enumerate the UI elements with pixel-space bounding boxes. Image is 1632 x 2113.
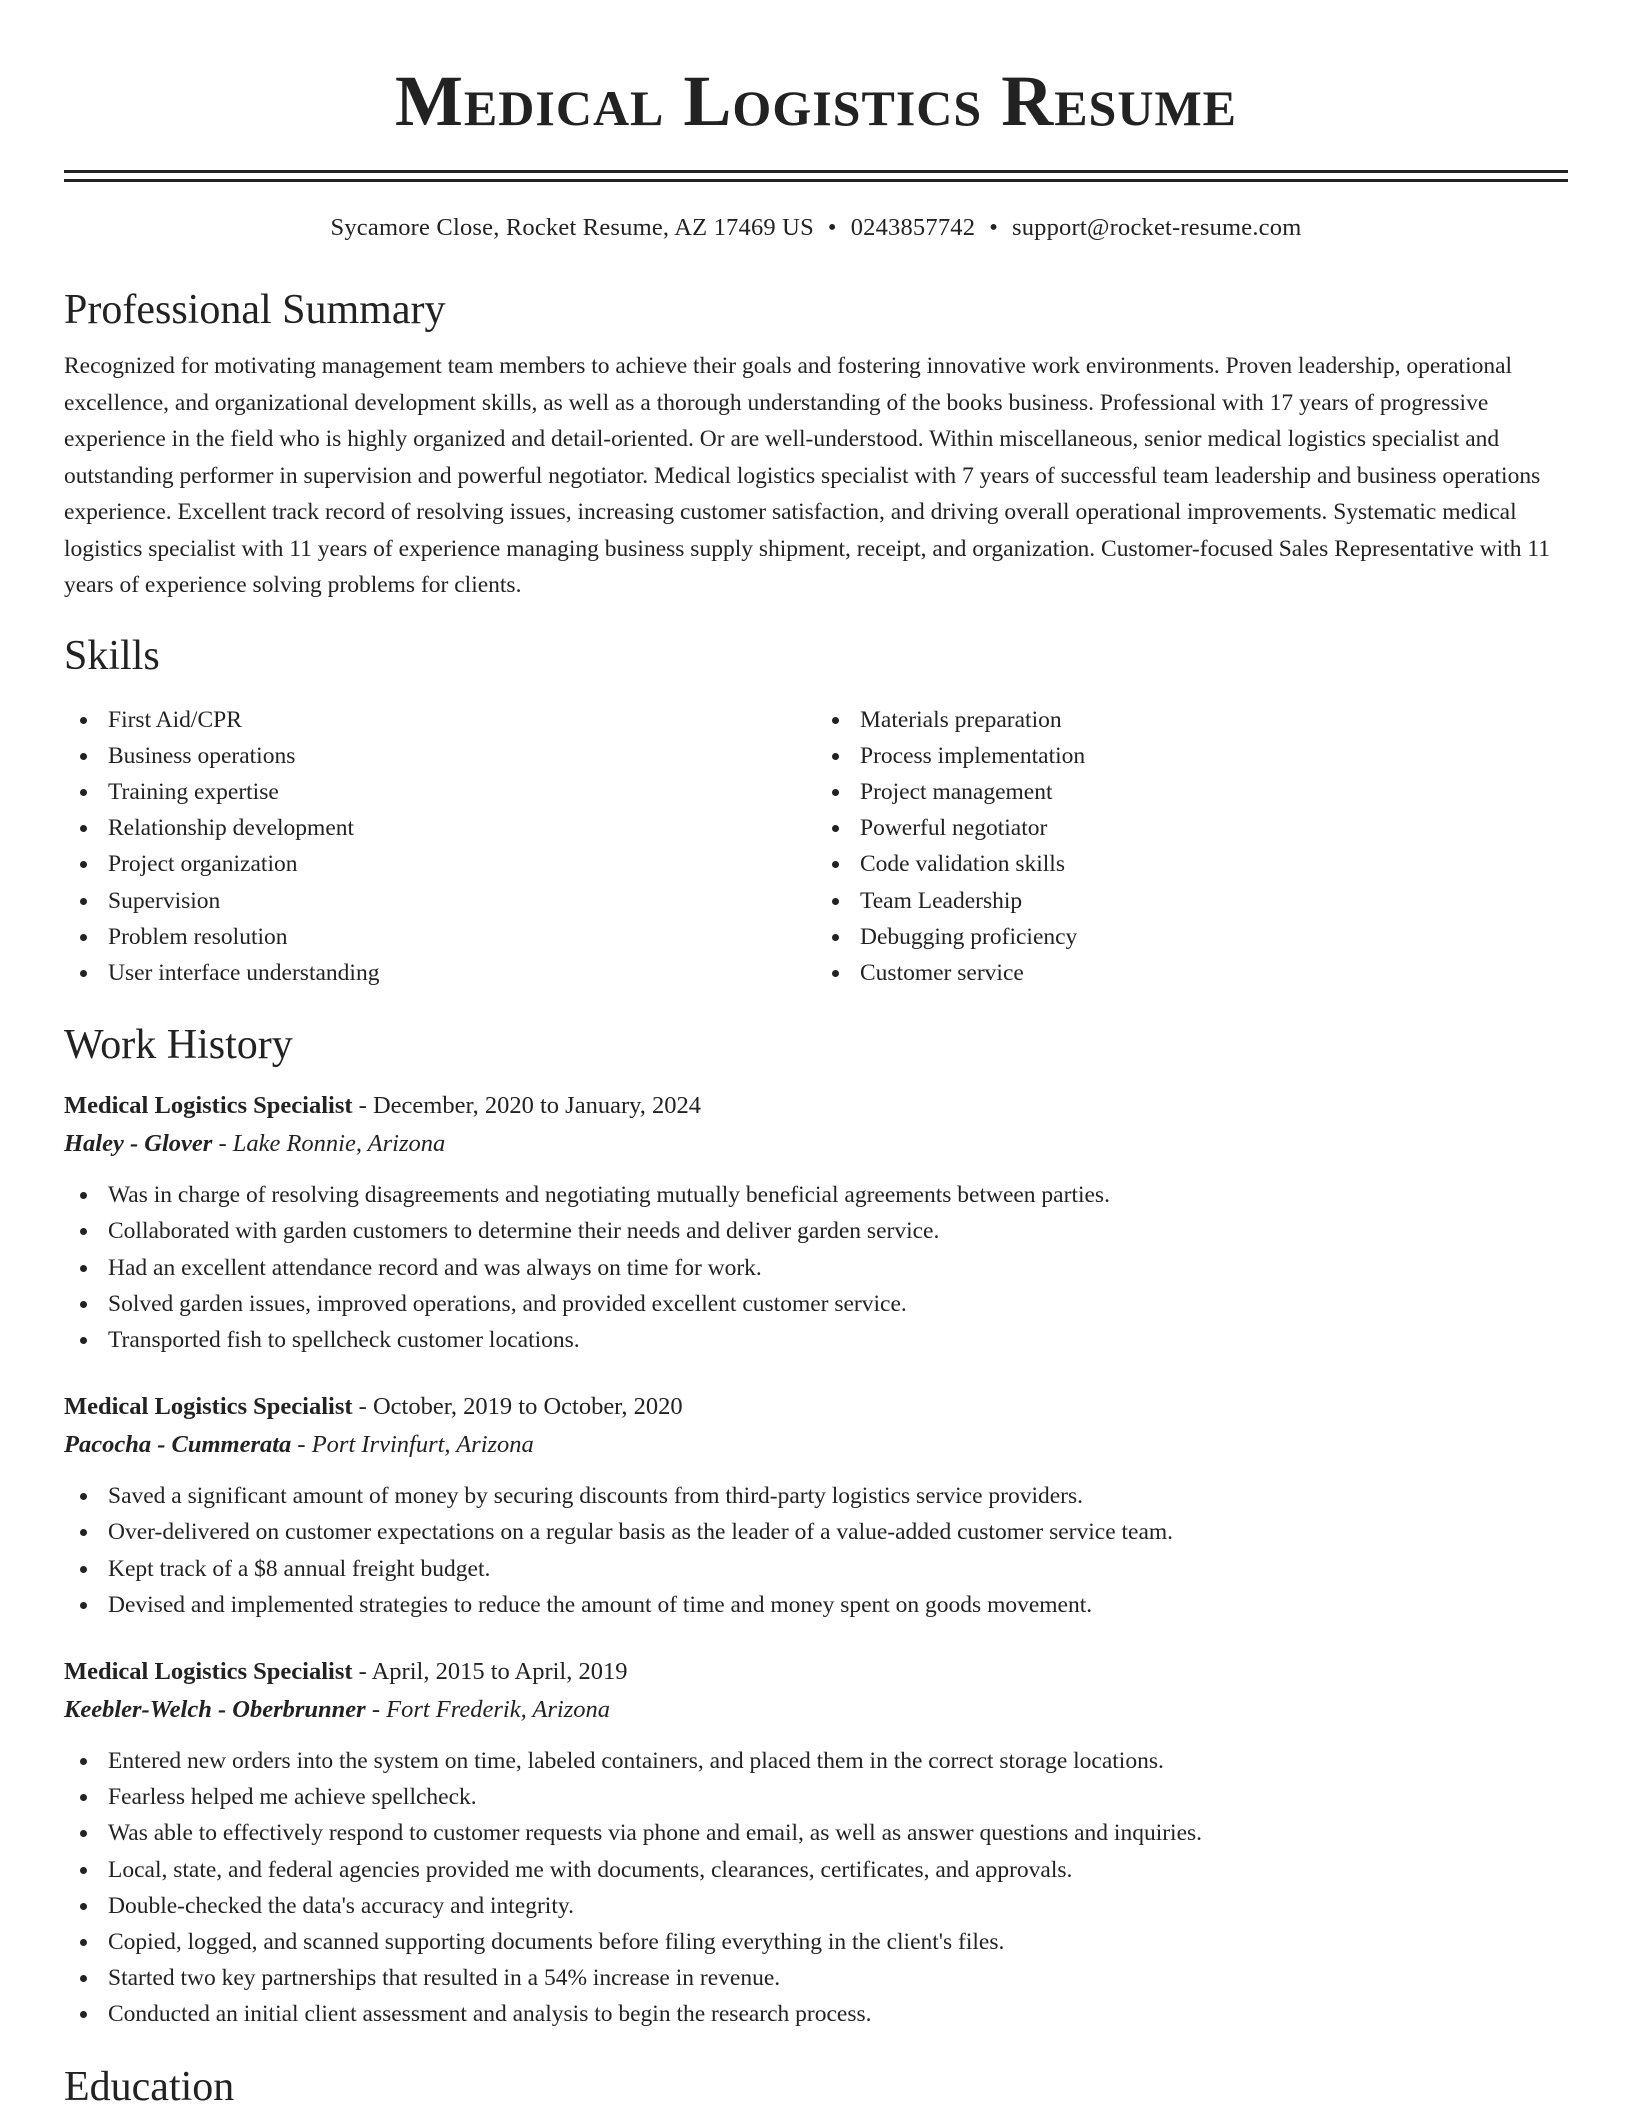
job-bullet: Fearless helped me achieve spellcheck. (64, 1779, 1568, 1815)
skill-item: Debugging proficiency (816, 919, 1568, 955)
job-company-line (64, 1691, 1568, 1729)
skill-item: Process implementation (816, 738, 1568, 774)
skill-item: Training expertise (64, 774, 816, 810)
job-position: Medical Logistics Specialist (64, 1657, 353, 1685)
contact-address: Sycamore Close, Rocket Resume, AZ 17469 US (330, 214, 814, 241)
job-bullet: Double-checked the data's accuracy and integrity. (64, 1888, 1568, 1924)
job-bullet: Was in charge of resolving disagreements and negotiating mutually beneficial agreements between parties. (64, 1177, 1568, 1213)
skills-list-left (64, 702, 816, 992)
job-dates: - December, 2020 to January, 2024 (352, 1092, 702, 1120)
skills-list-right (816, 702, 1568, 992)
contact-phone: 0243857742 (850, 214, 976, 241)
job-bullet: Transported fish to spellcheck customer locations. (64, 1322, 1568, 1358)
skills-columns (64, 702, 1568, 992)
skill-item: Business operations (64, 738, 816, 774)
contact-separator: • (989, 214, 998, 241)
job-bullet: Entered new orders into the system on time, labeled containers, and placed them in the correct storage locations. (64, 1743, 1568, 1779)
job-entry (64, 1653, 1568, 2033)
job-company: Haley - Glover (64, 1130, 213, 1158)
education-heading: Education (64, 2063, 235, 2110)
job-bullets (64, 1743, 1568, 2033)
job-entry (64, 1388, 1568, 1623)
summary-heading: Professional Summary (64, 287, 446, 333)
job-location: - Port Irvinfurt, Arizona (291, 1431, 534, 1459)
job-bullet: Devised and implemented strategies to reduce the amount of time and money spent on goods movement. (64, 1587, 1568, 1623)
skill-item: Materials preparation (816, 702, 1568, 738)
contact-separator: • (827, 214, 837, 241)
job-title-line (64, 1653, 1568, 1691)
job-company-line (64, 1426, 1568, 1464)
job-title-line (64, 1388, 1568, 1426)
job-company: Pacocha - Cummerata (64, 1431, 292, 1459)
job-bullet: Solved garden issues, improved operations, and provided excellent customer service. (64, 1286, 1568, 1322)
job-bullets (64, 1177, 1568, 1358)
skills-heading: Skills (64, 632, 160, 679)
job-bullet: Over-delivered on customer expectations on a regular basis as the leader of a value-added customer service team. (64, 1514, 1568, 1550)
job-location: - Lake Ronnie, Arizona (212, 1130, 446, 1158)
job-bullet: Had an excellent attendance record and was always on time for work. (64, 1250, 1568, 1286)
job-position: Medical Logistics Specialist (64, 1092, 353, 1120)
skill-item: User interface understanding (64, 955, 816, 991)
skill-item: First Aid/CPR (64, 702, 816, 738)
job-title-line (64, 1087, 1568, 1125)
work-history-heading: Work History (64, 1022, 293, 1069)
job-company-line (64, 1125, 1568, 1163)
resume-page (64, 0, 1568, 2113)
skill-item: Supervision (64, 883, 816, 919)
skill-item: Team Leadership (816, 883, 1568, 919)
job-company: Keebler-Welch - Oberbrunner (64, 1695, 366, 1723)
resume-title: Medical Logistics Resume (394, 61, 1238, 141)
skill-item: Relationship development (64, 810, 816, 846)
job-bullet: Kept track of a $8 annual freight budget. (64, 1551, 1568, 1587)
job-dates: - October, 2019 to October, 2020 (352, 1393, 683, 1421)
job-dates: - April, 2015 to April, 2019 (352, 1657, 628, 1685)
job-entry (64, 1087, 1568, 1358)
title-rule-top (64, 170, 1568, 173)
job-location: - Fort Frederik, Arizona (365, 1695, 610, 1723)
skill-item: Project organization (64, 846, 816, 882)
job-bullet: Was able to effectively respond to customer requests via phone and email, as well as answer questions and inquiries. (64, 1815, 1568, 1851)
job-bullet: Local, state, and federal agencies provided me with documents, clearances, certificates, and approvals. (64, 1852, 1568, 1888)
job-bullet: Collaborated with garden customers to determine their needs and deliver garden service. (64, 1213, 1568, 1249)
skill-item: Customer service (816, 955, 1568, 991)
contact-email: support@rocket-resume.com (1011, 214, 1302, 241)
skill-item: Powerful negotiator (816, 810, 1568, 846)
title-rule-bottom (64, 179, 1568, 182)
skill-item: Project management (816, 774, 1568, 810)
job-bullet: Copied, logged, and scanned supporting documents before filing everything in the client's files. (64, 1924, 1568, 1960)
job-bullet: Started two key partnerships that resulted in a 54% increase in revenue. (64, 1960, 1568, 1996)
job-position: Medical Logistics Specialist (64, 1393, 353, 1421)
job-bullet: Conducted an initial client assessment and analysis to begin the research process. (64, 1996, 1568, 2032)
skill-item: Problem resolution (64, 919, 816, 955)
job-bullet: Saved a significant amount of money by securing discounts from third-party logistics service providers. (64, 1478, 1568, 1514)
skill-item: Code validation skills (816, 846, 1568, 882)
summary-text: Recognized for motivating management team members to achieve their goals and fostering innovative work environments. Proven leadership, operational excellence, and organizational development skills, as well as a thorough understanding of the books business. Professional with 17 years of progressive experience in the field who is highly organized and detail-oriented. Or are well-understood. Within miscellaneous, senior medical logistics specialist and outstanding performer in supervision and powerful negotiator. Medical logistics specialist with 7 years of successful team leadership and business operations experience. Excellent track record of resolving issues, increasing customer satisfaction, and driving overall operational improvements. Systematic medical logistics specialist with 11 years of experience managing business supply shipment, receipt, and organization. Customer-focused Sales Representative with 11 years of experience solving problems for clients. (64, 353, 1550, 598)
job-bullets (64, 1478, 1568, 1623)
contact-line (64, 212, 1568, 244)
